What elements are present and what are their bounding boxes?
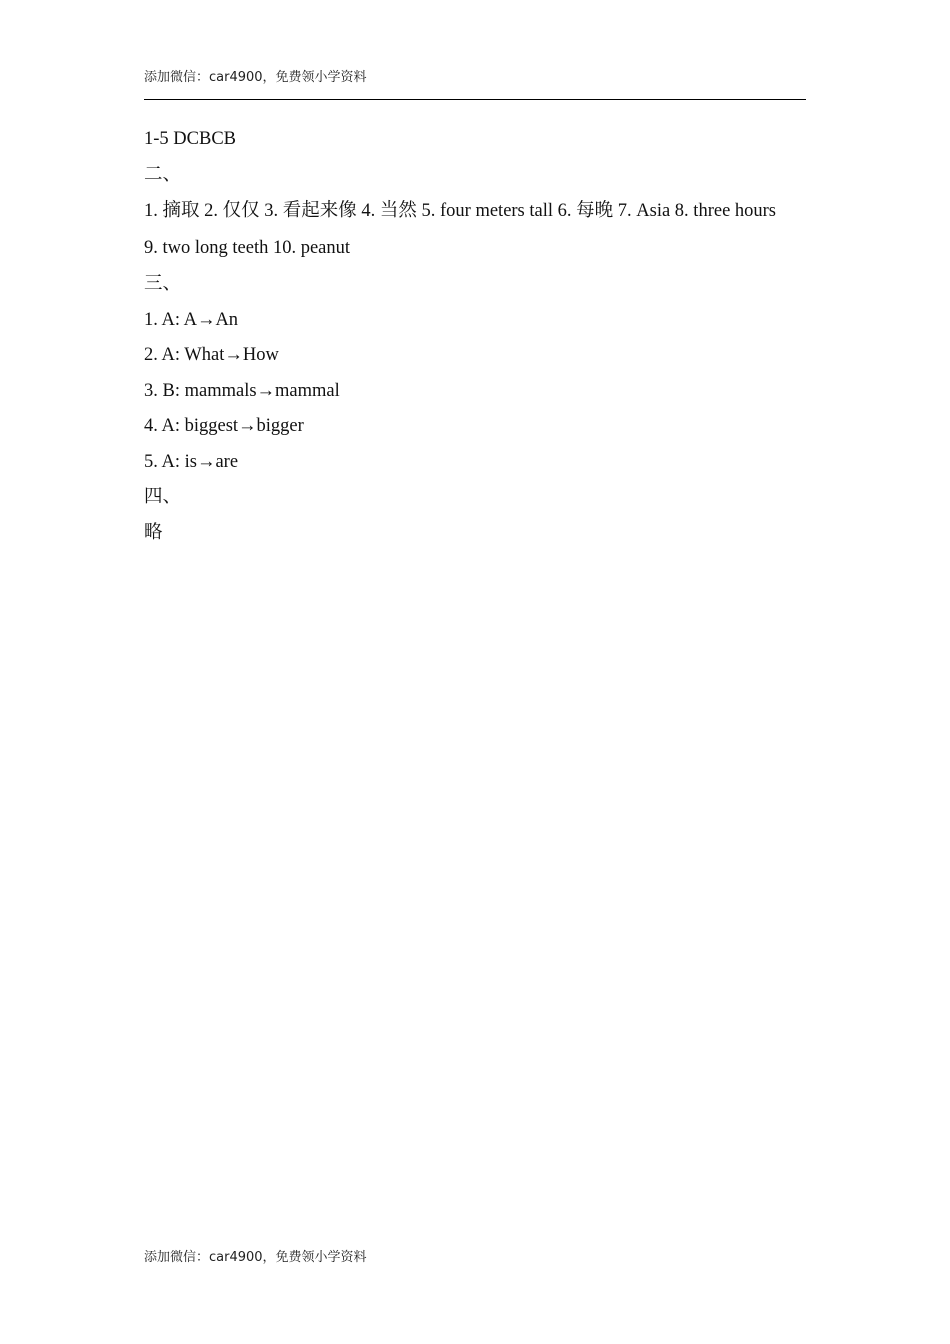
answer-line: 1. A: A→An xyxy=(144,309,239,330)
header-divider xyxy=(144,99,806,100)
answer-body xyxy=(144,122,814,551)
answer-line: 9. two long teeth 10. peanut xyxy=(144,238,351,258)
page-footer: 添加微信：car4900，免费领小学资料 xyxy=(144,1250,367,1265)
page-header: 添加微信：car4900，免费领小学资料 xyxy=(144,70,367,85)
section-heading: 二、 xyxy=(144,164,182,185)
answer-line: 略 xyxy=(144,522,163,543)
answer-line: 3. B: mammals→mammal xyxy=(144,380,340,401)
answer-line: 1. 摘取 2. 仅仅 3. 看起来像 4. 当然 5. four meters tall 6. 每晚 7. Asia 8. three hours xyxy=(144,201,777,221)
answer-line: 2. A: What→How xyxy=(144,345,279,365)
answer-line: 1-5 DCBCB xyxy=(144,129,237,149)
answer-line: 5. A: is→are xyxy=(144,451,239,472)
answer-line: 4. A: biggest→bigger xyxy=(144,416,304,436)
section-heading: 三、 xyxy=(144,274,182,294)
section-heading: 四、 xyxy=(144,487,182,507)
